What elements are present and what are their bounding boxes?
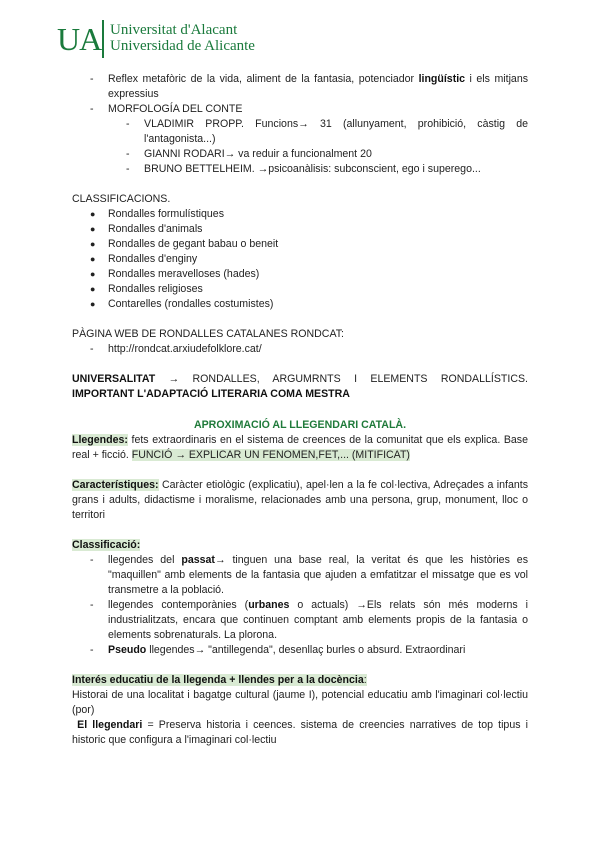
llegendes-paragraph: Llegendes: fets extraordinaris en el sistema de creences de la comunitat que els explica. Base real + ficció. FUNCIÓ → EXPLICAR UN FENOMEN,FET,... (MITIFICAT) xyxy=(72,434,528,461)
bullet-marker: ● xyxy=(90,269,96,279)
dash-marker: - xyxy=(90,73,94,85)
list-item: ● Rondalles religioses xyxy=(90,283,203,295)
bullet-marker: ● xyxy=(90,209,96,219)
dash-marker: - xyxy=(90,599,94,611)
important-line: IMPORTANT L'ADAPTACIÓ LITERARIA COMA MESTRA xyxy=(72,388,350,400)
list-item: ● Contarelles (rondalles costumistes) xyxy=(90,298,274,310)
university-name-es: Universidad de Alicante xyxy=(110,38,255,54)
logo-divider xyxy=(102,20,104,58)
list-item: ● Rondalles formulístiques xyxy=(90,208,224,220)
interes-heading: Interés educatiu de la llegenda + llendes per a la docència: xyxy=(72,674,367,686)
list-item: - Pseudo llegendes→ "antillegenda", desenllaç burles o absurd. Extraordinari xyxy=(90,644,466,656)
classificacio-heading: Classificació: xyxy=(72,539,141,551)
bullet-marker: ● xyxy=(90,254,96,264)
classificacions-heading: CLASSIFICACIONS. xyxy=(72,193,171,205)
list-item: - llegendes contemporànies (urbanes o actuals) →Els relats són més moderns i industrialitzats, encara que continuen comptant amb elements propis de la fantasia o elements sobrenaturals. La plorona. xyxy=(90,599,528,641)
interes-paragraph: Historai de una localitat i bagatge cultural (jaume I), potencial educatiu amb l'imaginari col·lectiu (por) xyxy=(72,689,528,716)
dash-marker: - xyxy=(126,163,130,175)
list-item xyxy=(72,342,528,357)
bullet-marker: ● xyxy=(90,239,96,249)
sub-list-item: - GIANNI RODARI→ va reduir a funcionalment 20 xyxy=(126,148,372,160)
bullet-marker: ● xyxy=(90,224,96,234)
web-heading: PÀGINA WEB DE RONDALLES CATALANES RONDCAT: xyxy=(72,328,344,340)
list-item: ● Rondalles meravelloses (hades) xyxy=(90,268,260,280)
sub-list-item: - BRUNO BETTELHEIM. →psicoanàlisis: subconscient, ego i superego... xyxy=(126,163,481,175)
list-item: ● Rondalles de gegant babau o beneit xyxy=(90,238,279,250)
university-name-ca: Universitat d'Alacant xyxy=(110,22,238,38)
list-item: ● Rondalles d'animals xyxy=(90,223,203,235)
list-item: - Reflex metafòric de la vida, aliment de la fantasia, potenciador lingüístic i els mitjans expressius xyxy=(90,73,529,100)
sub-list-item: - VLADIMIR PROPP. Funcions→ 31 (allunyament, prohibició, càstig de l'antagonista...) xyxy=(126,118,528,145)
list-item xyxy=(72,102,528,117)
list-item: - llegendes del passat→ tinguen una base real, la veritat és que les històries es "maquillen" amb elements de la fantasia que ajuden a emfatitzar el missatge que es vol transmetre a la població. xyxy=(90,554,528,596)
section-title: APROXIMACIÓ AL LLEGENDARI CATALÀ. xyxy=(193,419,407,431)
ua-logo-mark: UA xyxy=(57,21,102,57)
morfologia-heading: MORFOLOGÍA DEL CONTE xyxy=(108,103,243,115)
dash-marker: - xyxy=(90,554,94,566)
dash-marker: - xyxy=(126,118,130,130)
bullet-marker: ● xyxy=(90,284,96,294)
dash-marker: - xyxy=(90,103,94,115)
rondcat-link[interactable]: http://rondcat.arxiudefolklore.cat/ xyxy=(108,343,262,355)
document-body xyxy=(72,72,528,748)
funcio-highlight: FUNCIÓ → EXPLICAR UN FENOMEN,FET,... (MITIFICAT) xyxy=(131,449,410,461)
llegendari-paragraph: El llegendari = Preserva historia i ceences. sistema de creencies narratives de top tipus i historic que configura a l'imaginari col·lectiu xyxy=(72,719,528,746)
universalitat-line: UNIVERSALITAT → RONDALLES, ARGUMRNTS I ELEMENTS RONDALLÍSTICS. xyxy=(72,373,528,385)
bullet-marker: ● xyxy=(90,299,96,309)
dash-marker: - xyxy=(90,644,94,656)
dash-marker: - xyxy=(90,343,94,355)
dash-marker: - xyxy=(126,148,130,160)
caracteristiques-paragraph: Característiques: Caràcter etiològic (explicatiu), apel·len a la fe col·lectiva, Adreçades a infants grans i adults, didactisme i moralisme, relacionades amb una persona, grup, monument, lloc o territori xyxy=(72,479,528,521)
list-item: ● Rondalles d'enginy xyxy=(90,253,198,265)
